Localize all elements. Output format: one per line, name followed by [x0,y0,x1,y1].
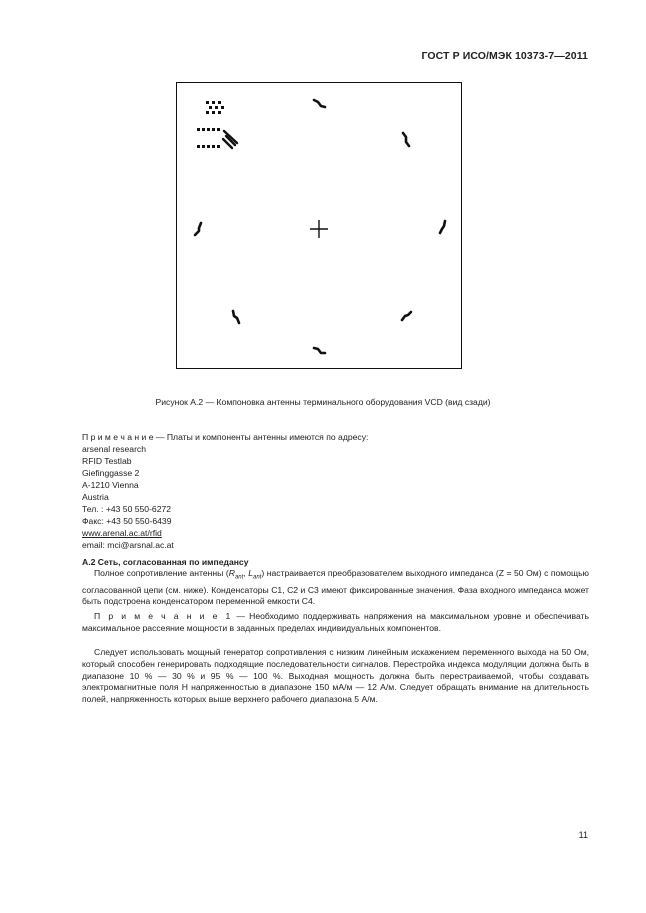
l-ant-subscript: ant [252,574,262,581]
address-line: A-1210 Vienna [82,480,139,490]
note-lead: П р и м е ч а н и е [82,432,154,442]
figure-caption: Рисунок А.2 — Компоновка антенны терминального оборудования VCD (вид сзади) [155,397,491,407]
diagonal-component [223,131,237,148]
address-line: Тел. : +43 50 550-6272 [82,504,172,514]
p1-start: Полное сопротивление антенны ( [94,568,229,578]
center-cross-mark [310,220,328,238]
address-line: Факс: +43 50 550-6439 [82,516,172,526]
address-line: RFID Testlab [82,456,132,466]
address-line: arsenal research [82,444,147,454]
document-header: ГОСТ Р ИСО/МЭК 10373-7—2011 [421,50,588,62]
antenna-layout-drawing [177,83,460,367]
note1-lead: П р и м е ч а н и е 1 [94,611,233,621]
paragraph-generator: Следует использовать мощный генератор сопротивления с низким линейным искажением переменного выхода на 50 Ом, который способен генерировать подходящие последовательности сигналов. Перестройка индекса модуляции должна быть в диапазоне 10 % — 30 % и 95 % — 100 %. Выходная мощность должна быть перестраиваемой, чтобы создавать электромагнитные поля H напряженностью в диапазоне 150 мА/м — 12 А/м. Следует обращать внимание на длительность полей, напряженность которых выше верхнего рабочего диапазона 5 А/м. [82,647,589,705]
address-line: Giefinggasse 2 [82,468,140,478]
component-dot-cluster [197,101,224,148]
page-number: 11 [578,830,588,840]
r-ant-symbol: R [228,568,235,578]
l-ant-symbol: L [248,568,253,578]
p1-rest: (Z = 50 Ом) с помощью согласованной цепи (см. ниже). Конденсаторы C1, C2 и C3 имеют фиксированные значения. Фаза входного импеданса может быть подстроена конденсатором переменной емкости C4. [82,568,589,607]
note-heading [82,431,368,443]
note-address-block [82,431,368,551]
paragraph-note-1 [82,611,589,635]
note-text: — Платы и компоненты антенны имеются по адресу: [153,432,369,442]
section-title: А.2 Сеть, согласованная по импедансу [82,557,249,567]
website-link[interactable]: www.arenal.ac.at/rfid [82,528,162,538]
r-ant-subscript: ant [234,574,244,581]
antenna-layout-figure [176,82,462,369]
address-line: Austria [82,492,109,502]
p1-line1-end: ) настраивается преобразователем выходного импеданса [261,568,494,578]
note1-text: — Необходимо поддерживать напряжения на максимальном уровне и обеспечивать максимальное рассеяние мощности в заданных пределах индивидуальных компонентов. [82,611,589,633]
p1-sep: , [243,568,249,578]
paragraph-impedance-body [82,568,589,608]
email-line: email: mci@arsnal.ac.at [82,540,174,550]
paragraph-impedance [82,568,589,608]
